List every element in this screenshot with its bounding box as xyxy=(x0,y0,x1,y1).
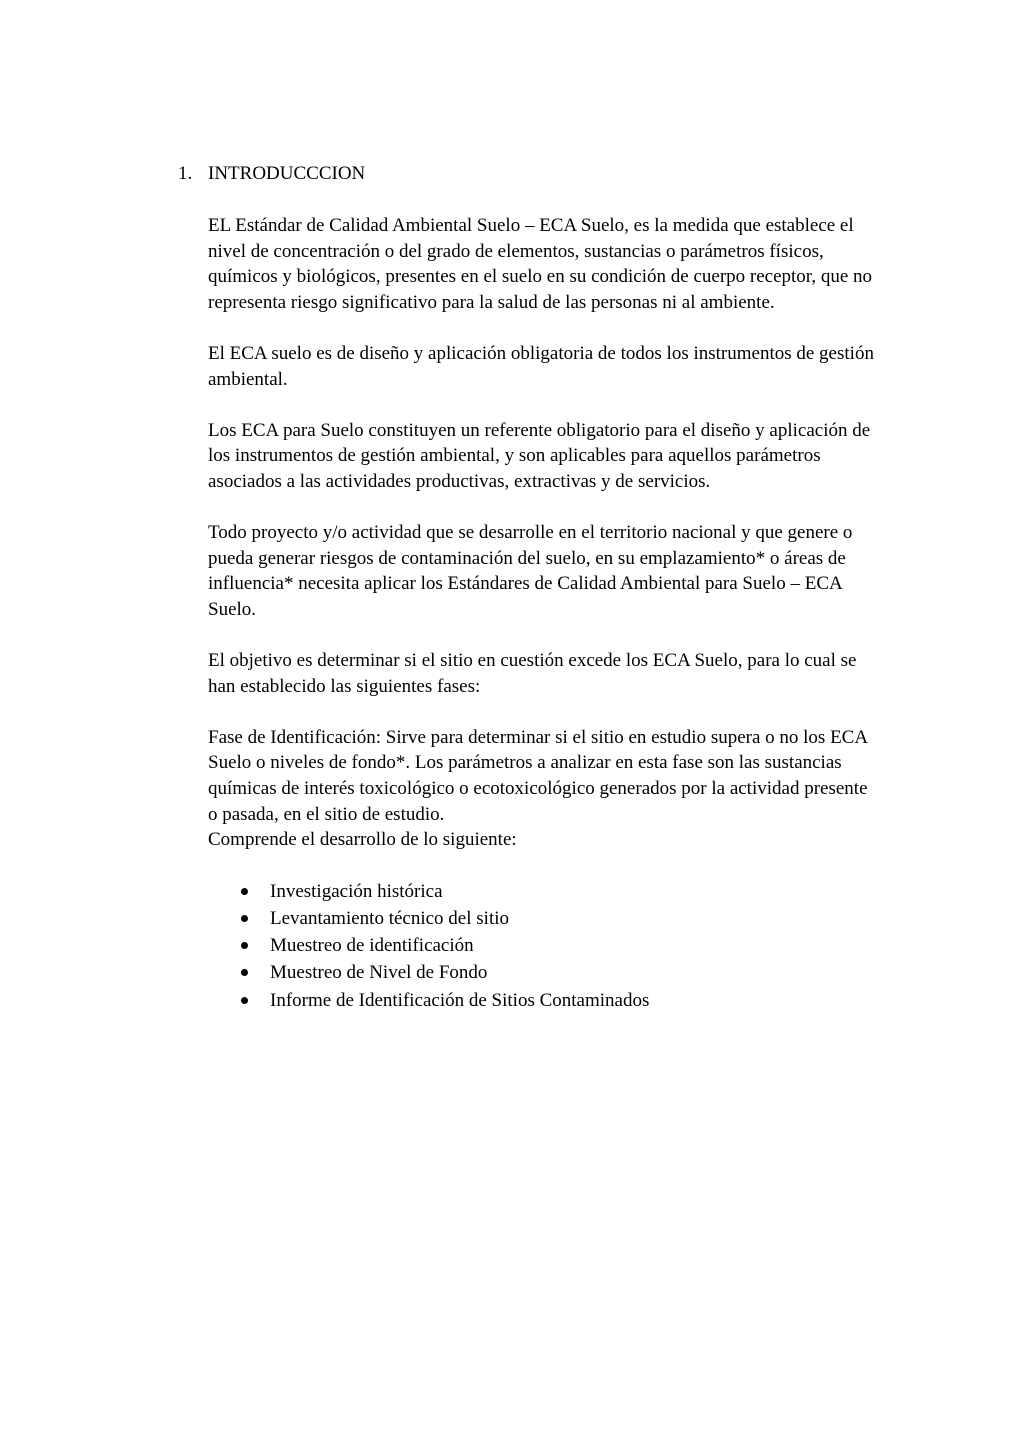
paragraph-eca-definition: EL Estándar de Calidad Ambiental Suelo – ECA Suelo, es la medida que establece el nivel de concentración o del grado de elementos, sustancias o parámetros físicos, químicos y biológicos, presentes en el suelo en su condición de cuerpo receptor, que no representa riesgo significativo para la salud de las personas ni al ambiente. xyxy=(208,215,873,313)
paragraph-eca-mandatory: El ECA suelo es de diseño y aplicación obligatoria de todos los instrumentos de gestión ambiental. xyxy=(208,342,874,390)
list-item: Levantamiento técnico del sitio xyxy=(208,905,878,932)
paragraph-objective: El objetivo es determinar si el sitio en cuestión excede los ECA Suelo, para lo cual se han establecido las siguientes fases: xyxy=(208,650,857,697)
paragraph-project-scope: Todo proyecto y/o actividad que se desarrolle en el territorio nacional y que genere o pueda generar riesgos de contaminación del suelo, en su emplazamiento* o áreas de influencia* necesita aplicar los Estándares de Calidad Ambiental para Suelo – ECA Suelo. xyxy=(208,522,853,620)
paragraph-identification-phase: Fase de Identificación: Sirve para determinar si el sitio en estudio supera o no los ECA Suelo o niveles de fondo*. Los parámetros a analizar en esta fase son las sustancias químicas de interés toxicológico o ecotoxicológico generados por la actividad presente o pasada, en el sitio de estudio. xyxy=(208,726,868,825)
list-item: Investigación histórica xyxy=(208,878,878,905)
list-item: Informe de Identificación de Sitios Contaminados xyxy=(208,987,878,1014)
paragraph-eca-reference: Los ECA para Suelo constituyen un referente obligatorio para el diseño y aplicación de los instrumentos de gestión ambiental, y son aplicables para aquellos parámetros asociados a las actividades productivas, extractivas y de servicios. xyxy=(208,419,871,492)
section-title: INTRODUCCCION xyxy=(208,163,366,184)
section-heading xyxy=(178,162,365,186)
section-body xyxy=(208,213,878,1014)
paragraph-comprises: Comprende el desarrollo de lo siguiente: xyxy=(208,829,517,851)
section-number: 1. xyxy=(178,163,193,184)
list-item: Muestreo de identificación xyxy=(208,932,878,959)
bullet-icon xyxy=(241,997,248,1004)
bullet-icon xyxy=(241,942,248,949)
bullet-icon xyxy=(241,888,248,895)
bullet-icon xyxy=(241,915,248,922)
bullet-icon xyxy=(241,969,248,976)
bullet-list xyxy=(208,878,878,1014)
list-item: Muestreo de Nivel de Fondo xyxy=(208,959,878,986)
